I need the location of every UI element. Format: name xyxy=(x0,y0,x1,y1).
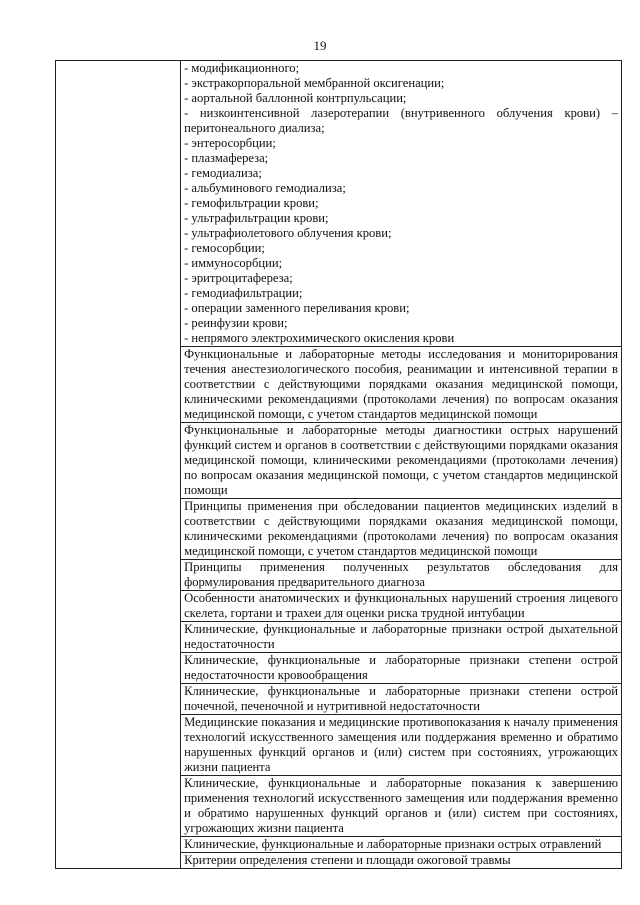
list-item: - аортальной баллонной контрпульсации; xyxy=(184,91,407,105)
requirements-table xyxy=(55,60,622,869)
table-cell: Принципы применения при обследовании пациентов медицинских изделий в соответствии с действующими порядками оказания медицинской помощи, клиническими рекомендациями (протоколами лечения) по вопросам оказания медицинской помощи, с учетом стандартов медицинской помощи xyxy=(181,499,622,560)
table-cell: Функциональные и лабораторные методы диагностики острых нарушений функций систем и органов в соответствии с действующими порядками оказания медицинской помощи, клиническими рекомендациями (протоколами лечения) по вопросам оказания медицинской помощи, с учетом стандартов медицинской помощи xyxy=(181,423,622,499)
list-item: - энтеросорбции; xyxy=(184,136,276,150)
table-cell: Особенности анатомических и функциональных нарушений строения лицевого скелета, гортани и трахеи для оценки риска трудной интубации xyxy=(181,591,622,622)
table-cell: Клинические, функциональные и лабораторные признаки острых отравлений xyxy=(181,837,622,853)
table-cell: Клинические, функциональные и лабораторные признаки степени острой недостаточности кровообращения xyxy=(181,653,622,684)
list-item: - эритроцитафереза; xyxy=(184,271,293,285)
list-item: - ультрафильтрации крови; xyxy=(184,211,329,225)
list-item: - альбуминового гемодиализа; xyxy=(184,181,346,195)
table-cell: Клинические, функциональные и лабораторные признаки степени острой почечной, печеночной и нутритивной недостаточности xyxy=(181,684,622,715)
list-item: - модификационного; xyxy=(184,61,300,75)
list-item: - плазмафереза; xyxy=(184,151,269,165)
left-column-cell xyxy=(56,61,181,869)
methods-list xyxy=(184,61,618,346)
list-item: - экстракорпоральной мембранной оксигенации; xyxy=(184,76,445,90)
table-row xyxy=(56,61,622,347)
table-cell: Принципы применения полученных результатов обследования для формулирования предварительного диагноза xyxy=(181,560,622,591)
list-item: - непрямого электрохимического окисления крови xyxy=(184,331,455,345)
list-item: - иммуносорбции; xyxy=(184,256,283,270)
list-item: - гемодиафильтрации; xyxy=(184,286,303,300)
list-item: - операции заменного переливания крови; xyxy=(184,301,410,315)
list-item: - ультрафиолетового облучения крови; xyxy=(184,226,392,240)
list-item: - гемодиализа; xyxy=(184,166,262,180)
list-item: - низкоинтенсивной лазеротерапии (внутривенного облучения крови) – перитонеального диализа; xyxy=(184,106,618,135)
list-item: - гемофильтрации крови; xyxy=(184,196,319,210)
page-number: 19 xyxy=(313,38,327,53)
table-cell: Медицинские показания и медицинские противопоказания к началу применения технологий искусственного замещения или поддержания временно и обратимо нарушенных функций органов и (или) систем при состояниях, угрожающих жизни пациента xyxy=(181,715,622,776)
methods-list-cell xyxy=(181,61,622,347)
table-cell: Критерии определения степени и площади ожоговой травмы xyxy=(181,853,622,869)
table-cell: Клинические, функциональные и лабораторные признаки острой дыхательной недостаточности xyxy=(181,622,622,653)
table-cell: Клинические, функциональные и лабораторные показания к завершению применения технологий искусственного замещения или поддержания временно и обратимо нарушенных функций органов и (или) систем при состояниях, угрожающих жизни пациента xyxy=(181,776,622,837)
list-item: - реинфузии крови; xyxy=(184,316,288,330)
table-cell: Функциональные и лабораторные методы исследования и мониторирования течения анестезиологического пособия, реанимации и интенсивной терапии в соответствии с действующими порядками оказания медицинской помощи, клиническими рекомендациями (протоколами лечения) по вопросам оказания медицинской помощи, с учетом стандартов медицинской помощи xyxy=(181,347,622,423)
list-item: - гемосорбции; xyxy=(184,241,265,255)
